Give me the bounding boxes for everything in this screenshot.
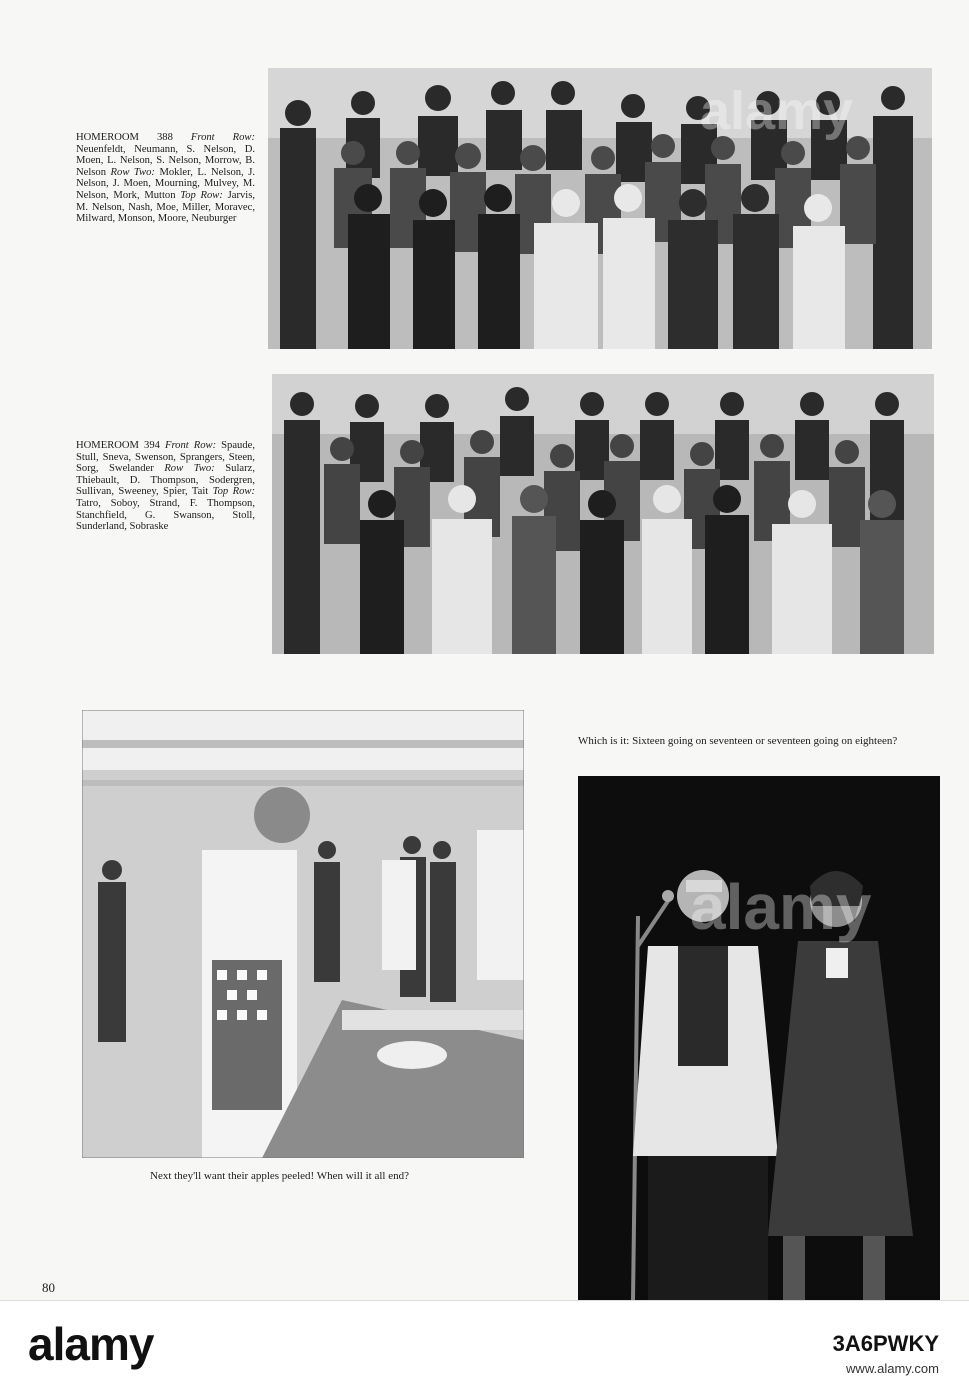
page-number: 80 — [42, 1280, 55, 1295]
stage-caption: Which is it: Sixteen going on seventeen or seventeen going on eighteen? — [578, 735, 898, 747]
watermark: alamy — [690, 871, 872, 943]
site-url[interactable]: www.alamy.com — [846, 1361, 939, 1376]
homeroom-394-caption: HOMEROOM 394 Front Row: Spaude, Stull, Sneva, Swenson, Sprangers, Steen, Sorg, Swelander Row Two: Sularz, Thiebault, D. Thompson, Sodergren, Sullivan, Sweeney, Spier, Tait Top Row: Tatro, Soboy, Strand, F. Thompson, Stanchfield, G. Swanson, Stoll, Sunderland, Sobraske — [76, 440, 255, 533]
image-id: 3A6PWKY — [832, 1331, 939, 1356]
alamy-logo: alamy — [28, 1318, 154, 1370]
homeroom-394-photo — [272, 374, 934, 654]
stock-footer — [0, 1300, 969, 1391]
cafeteria-photo — [82, 710, 524, 1158]
cafeteria-caption: Next they'll want their apples peeled! When will it all end? — [150, 1170, 409, 1182]
stage-photo — [578, 776, 940, 1300]
watermark-2: alamy — [700, 81, 854, 141]
homeroom-388-caption: HOMEROOM 388 Front Row: Neuenfeldt, Neumann, S. Nelson, D. Moen, L. Nelson, S. Nelson, Morrow, B. Nelson Row Two: Mokler, L. Nelson, J. Nelson, J. Moen, Mourning, Mulvey, M. Nelson, Mork, Mutton Top Row: Jarvis, M. Nelson, Nash, Moe, Miller, Moravec, Milward, Monson, Moore, Neuburger — [76, 132, 256, 225]
homeroom-388-photo — [268, 68, 932, 349]
